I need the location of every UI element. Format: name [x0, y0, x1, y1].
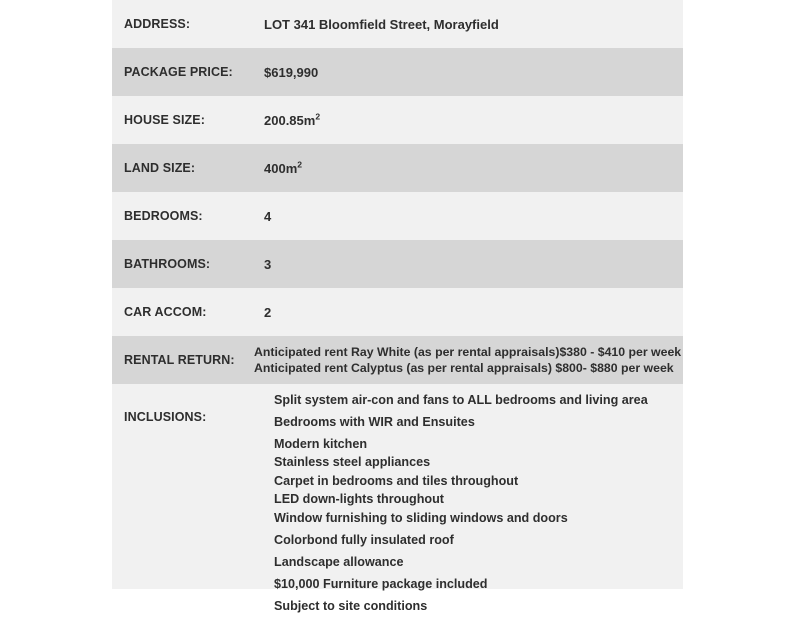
row-label-rental-return: RENTAL RETURN:	[124, 353, 235, 367]
list-item: LED down-lights throughout	[274, 492, 444, 506]
inclusions-list	[274, 384, 648, 617]
row-label-inclusions: INCLUSIONS:	[124, 410, 207, 424]
table-row	[112, 144, 683, 192]
table-row-rental-return	[112, 336, 683, 384]
row-label-bathrooms: BATHROOMS:	[124, 257, 211, 271]
rental-line: Anticipated rent Calyptus (as per rental appraisals) $800- $880 per week	[254, 361, 674, 375]
rental-line: Anticipated rent Ray White (as per rental appraisals)$380 - $410 per week	[254, 345, 682, 359]
row-value-bathrooms: 3	[264, 256, 272, 272]
row-label-bedrooms: BEDROOMS:	[124, 209, 203, 223]
list-item: Carpet in bedrooms and tiles throughout	[274, 474, 519, 488]
table-row	[112, 192, 683, 240]
list-item: Colorbond fully insulated roof	[274, 533, 454, 547]
row-label-land-size: LAND SIZE:	[124, 161, 196, 175]
list-item: Bedrooms with WIR and Ensuites	[274, 415, 475, 429]
row-label-package-price: PACKAGE PRICE:	[124, 65, 233, 79]
table-row-inclusions	[112, 384, 683, 613]
house-size-number: 200.85m	[264, 112, 316, 128]
table-row	[112, 240, 683, 288]
list-item: Landscape allowance	[274, 555, 404, 569]
row-value-land-size	[264, 161, 302, 176]
row-value-house-size	[264, 113, 320, 128]
list-item: Modern kitchen	[274, 437, 368, 451]
list-item: $10,000 Furniture package included	[274, 577, 488, 591]
row-value-car-accom: 2	[264, 304, 272, 320]
list-item: Subject to site conditions	[274, 599, 428, 613]
table-row	[112, 0, 683, 48]
row-label-car-accom: CAR ACCOM:	[124, 305, 207, 319]
table-row	[112, 288, 683, 336]
land-size-superscript: 2	[297, 159, 303, 170]
table-row	[112, 48, 683, 96]
list-item: Window furnishing to sliding windows and doors	[274, 511, 568, 525]
house-size-superscript: 2	[315, 111, 321, 122]
row-value-package-price: $619,990	[264, 64, 319, 80]
list-item: Stainless steel appliances	[274, 455, 431, 469]
row-value-bedrooms: 4	[264, 208, 272, 224]
property-spec-table	[112, 0, 683, 613]
row-value-address: LOT 341 Bloomfield Street, Morayfield	[264, 16, 499, 32]
row-label-address: ADDRESS:	[124, 17, 191, 31]
land-size-number: 400m	[264, 160, 298, 176]
table-row	[112, 96, 683, 144]
rental-return-values	[254, 344, 681, 376]
row-label-house-size: HOUSE SIZE:	[124, 113, 205, 127]
list-item: Split system air-con and fans to ALL bedrooms and living area	[274, 393, 648, 407]
